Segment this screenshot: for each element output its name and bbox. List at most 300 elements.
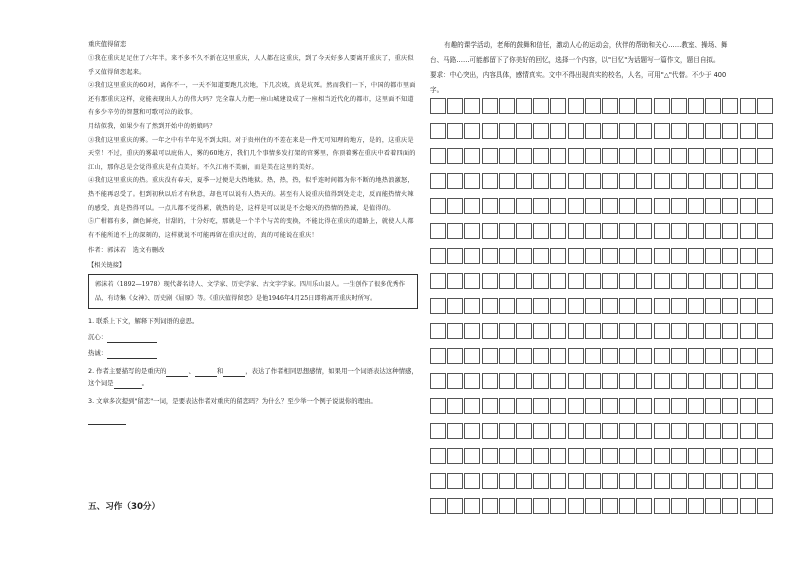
grid-cell[interactable] [636,298,652,314]
grid-cell[interactable] [619,248,635,264]
grid-cell[interactable] [619,448,635,464]
grid-cell[interactable] [602,248,618,264]
grid-cell[interactable] [499,248,515,264]
grid-cell[interactable] [447,448,463,464]
grid-cell[interactable] [550,223,566,239]
grid-cell[interactable] [499,298,515,314]
grid-cell[interactable] [619,473,635,489]
grid-cell[interactable] [619,298,635,314]
grid-cell[interactable] [619,223,635,239]
grid-cell[interactable] [705,398,721,414]
grid-cell[interactable] [619,148,635,164]
grid-cell[interactable] [688,173,704,189]
grid-cell[interactable] [533,298,549,314]
grid-cell[interactable] [550,398,566,414]
grid-cell[interactable] [602,273,618,289]
grid-cell[interactable] [671,448,687,464]
grid-cell[interactable] [568,348,584,364]
grid-cell[interactable] [430,473,446,489]
grid-cell[interactable] [499,323,515,339]
grid-cell[interactable] [757,398,773,414]
grid-cell[interactable] [516,398,532,414]
grid-cell[interactable] [602,473,618,489]
grid-cell[interactable] [516,198,532,214]
grid-cell[interactable] [688,198,704,214]
grid-cell[interactable] [464,173,480,189]
grid-cell[interactable] [447,223,463,239]
grid-cell[interactable] [740,273,756,289]
grid-cell[interactable] [568,273,584,289]
grid-cell[interactable] [464,198,480,214]
grid-cell[interactable] [722,298,738,314]
grid-cell[interactable] [602,323,618,339]
grid-cell[interactable] [688,223,704,239]
grid-cell[interactable] [568,198,584,214]
grid-cell[interactable] [636,348,652,364]
grid-cell[interactable] [516,373,532,389]
grid-cell[interactable] [550,448,566,464]
grid-cell[interactable] [464,148,480,164]
grid-cell[interactable] [705,123,721,139]
grid-cell[interactable] [654,123,670,139]
grid-cell[interactable] [671,398,687,414]
grid-cell[interactable] [464,423,480,439]
grid-cell[interactable] [688,498,704,514]
q2-blank-4[interactable] [114,388,142,389]
grid-cell[interactable] [757,173,773,189]
grid-cell[interactable] [740,398,756,414]
grid-cell[interactable] [482,473,498,489]
grid-cell[interactable] [499,273,515,289]
grid-cell[interactable] [585,423,601,439]
grid-cell[interactable] [654,373,670,389]
grid-cell[interactable] [722,273,738,289]
grid-cell[interactable] [499,423,515,439]
grid-cell[interactable] [740,323,756,339]
grid-cell[interactable] [516,273,532,289]
grid-cell[interactable] [533,448,549,464]
grid-cell[interactable] [688,98,704,114]
grid-cell[interactable] [602,198,618,214]
grid-cell[interactable] [636,223,652,239]
grid-cell[interactable] [464,348,480,364]
grid-cell[interactable] [533,248,549,264]
grid-cell[interactable] [757,323,773,339]
grid-cell[interactable] [430,273,446,289]
grid-cell[interactable] [447,198,463,214]
grid-cell[interactable] [447,373,463,389]
grid-cell[interactable] [740,448,756,464]
grid-cell[interactable] [722,98,738,114]
grid-cell[interactable] [602,348,618,364]
grid-cell[interactable] [447,473,463,489]
grid-cell[interactable] [550,298,566,314]
grid-cell[interactable] [516,123,532,139]
grid-cell[interactable] [602,298,618,314]
grid-cell[interactable] [464,473,480,489]
grid-cell[interactable] [568,173,584,189]
grid-cell[interactable] [550,173,566,189]
grid-cell[interactable] [671,123,687,139]
grid-cell[interactable] [464,273,480,289]
grid-cell[interactable] [654,473,670,489]
grid-cell[interactable] [671,198,687,214]
grid-cell[interactable] [705,448,721,464]
grid-cell[interactable] [688,273,704,289]
grid-cell[interactable] [722,223,738,239]
grid-cell[interactable] [482,373,498,389]
grid-cell[interactable] [740,473,756,489]
grid-cell[interactable] [533,373,549,389]
grid-cell[interactable] [602,148,618,164]
grid-cell[interactable] [568,248,584,264]
grid-cell[interactable] [619,498,635,514]
grid-cell[interactable] [550,248,566,264]
grid-cell[interactable] [585,273,601,289]
grid-cell[interactable] [464,223,480,239]
grid-cell[interactable] [568,473,584,489]
grid-cell[interactable] [516,248,532,264]
grid-cell[interactable] [550,423,566,439]
grid-cell[interactable] [722,473,738,489]
grid-cell[interactable] [585,323,601,339]
grid-cell[interactable] [430,398,446,414]
grid-cell[interactable] [516,98,532,114]
grid-cell[interactable] [430,323,446,339]
q2-blank-3[interactable] [223,376,245,377]
grid-cell[interactable] [705,323,721,339]
grid-cell[interactable] [654,323,670,339]
grid-cell[interactable] [447,248,463,264]
grid-cell[interactable] [568,323,584,339]
grid-cell[interactable] [722,148,738,164]
grid-cell[interactable] [516,348,532,364]
grid-cell[interactable] [568,373,584,389]
grid-cell[interactable] [740,248,756,264]
grid-cell[interactable] [585,398,601,414]
grid-cell[interactable] [740,98,756,114]
grid-cell[interactable] [533,223,549,239]
grid-cell[interactable] [585,98,601,114]
grid-cell[interactable] [757,473,773,489]
grid-cell[interactable] [705,198,721,214]
grid-cell[interactable] [654,98,670,114]
grid-cell[interactable] [757,98,773,114]
grid-cell[interactable] [705,473,721,489]
grid-cell[interactable] [585,373,601,389]
grid-cell[interactable] [516,173,532,189]
grid-cell[interactable] [688,323,704,339]
q1b-blank[interactable] [107,358,157,359]
grid-cell[interactable] [740,123,756,139]
grid-cell[interactable] [688,473,704,489]
grid-cell[interactable] [499,123,515,139]
grid-cell[interactable] [619,423,635,439]
grid-cell[interactable] [654,223,670,239]
grid-cell[interactable] [499,98,515,114]
grid-cell[interactable] [585,173,601,189]
grid-cell[interactable] [671,423,687,439]
grid-cell[interactable] [533,348,549,364]
grid-cell[interactable] [585,473,601,489]
grid-cell[interactable] [740,198,756,214]
grid-cell[interactable] [602,173,618,189]
grid-cell[interactable] [654,498,670,514]
grid-cell[interactable] [671,248,687,264]
grid-cell[interactable] [636,448,652,464]
grid-cell[interactable] [602,448,618,464]
grid-cell[interactable] [533,173,549,189]
grid-cell[interactable] [619,123,635,139]
grid-cell[interactable] [533,498,549,514]
grid-cell[interactable] [550,323,566,339]
grid-cell[interactable] [533,148,549,164]
grid-cell[interactable] [636,373,652,389]
grid-cell[interactable] [464,373,480,389]
grid-cell[interactable] [705,248,721,264]
grid-cell[interactable] [430,373,446,389]
grid-cell[interactable] [430,123,446,139]
grid-cell[interactable] [705,298,721,314]
grid-cell[interactable] [671,148,687,164]
grid-cell[interactable] [430,198,446,214]
grid-cell[interactable] [740,348,756,364]
grid-cell[interactable] [757,198,773,214]
grid-cell[interactable] [705,273,721,289]
grid-cell[interactable] [430,223,446,239]
grid-cell[interactable] [757,373,773,389]
grid-cell[interactable] [654,423,670,439]
grid-cell[interactable] [482,398,498,414]
grid-cell[interactable] [636,273,652,289]
grid-cell[interactable] [636,173,652,189]
grid-cell[interactable] [671,473,687,489]
grid-cell[interactable] [568,498,584,514]
grid-cell[interactable] [464,123,480,139]
grid-cell[interactable] [619,398,635,414]
grid-cell[interactable] [740,298,756,314]
grid-cell[interactable] [482,298,498,314]
grid-cell[interactable] [636,148,652,164]
grid-cell[interactable] [722,248,738,264]
grid-cell[interactable] [654,273,670,289]
grid-cell[interactable] [636,248,652,264]
grid-cell[interactable] [757,348,773,364]
grid-cell[interactable] [464,448,480,464]
grid-cell[interactable] [568,398,584,414]
grid-cell[interactable] [757,423,773,439]
grid-cell[interactable] [688,148,704,164]
grid-cell[interactable] [516,423,532,439]
grid-cell[interactable] [688,423,704,439]
grid-cell[interactable] [568,123,584,139]
grid-cell[interactable] [550,148,566,164]
grid-cell[interactable] [654,398,670,414]
grid-cell[interactable] [705,498,721,514]
grid-cell[interactable] [705,348,721,364]
grid-cell[interactable] [533,473,549,489]
grid-cell[interactable] [447,173,463,189]
grid-cell[interactable] [688,373,704,389]
grid-cell[interactable] [533,123,549,139]
grid-cell[interactable] [619,173,635,189]
grid-cell[interactable] [430,173,446,189]
grid-cell[interactable] [705,173,721,189]
grid-cell[interactable] [688,448,704,464]
grid-cell[interactable] [705,423,721,439]
grid-cell[interactable] [464,398,480,414]
grid-cell[interactable] [757,448,773,464]
grid-cell[interactable] [722,373,738,389]
grid-cell[interactable] [568,223,584,239]
grid-cell[interactable] [464,323,480,339]
grid-cell[interactable] [499,498,515,514]
grid-cell[interactable] [671,348,687,364]
grid-cell[interactable] [499,398,515,414]
grid-cell[interactable] [499,223,515,239]
grid-cell[interactable] [430,298,446,314]
grid-cell[interactable] [430,248,446,264]
grid-cell[interactable] [533,423,549,439]
grid-cell[interactable] [482,148,498,164]
grid-cell[interactable] [619,348,635,364]
grid-cell[interactable] [722,173,738,189]
grid-cell[interactable] [568,423,584,439]
grid-cell[interactable] [585,498,601,514]
grid-cell[interactable] [585,248,601,264]
grid-cell[interactable] [705,98,721,114]
grid-cell[interactable] [516,298,532,314]
grid-cell[interactable] [654,148,670,164]
grid-cell[interactable] [636,323,652,339]
grid-cell[interactable] [636,423,652,439]
grid-cell[interactable] [671,98,687,114]
grid-cell[interactable] [671,273,687,289]
grid-cell[interactable] [447,98,463,114]
grid-cell[interactable] [705,223,721,239]
grid-cell[interactable] [757,123,773,139]
grid-cell[interactable] [482,323,498,339]
grid-cell[interactable] [516,473,532,489]
grid-cell[interactable] [550,473,566,489]
q1a-blank[interactable] [107,342,157,343]
grid-cell[interactable] [464,248,480,264]
grid-cell[interactable] [482,173,498,189]
grid-cell[interactable] [757,498,773,514]
grid-cell[interactable] [482,273,498,289]
q3-blank[interactable] [88,424,126,425]
grid-cell[interactable] [705,373,721,389]
grid-cell[interactable] [533,273,549,289]
grid-cell[interactable] [533,198,549,214]
grid-cell[interactable] [757,298,773,314]
grid-cell[interactable] [447,398,463,414]
grid-cell[interactable] [636,398,652,414]
grid-cell[interactable] [550,123,566,139]
grid-cell[interactable] [654,248,670,264]
grid-cell[interactable] [654,198,670,214]
grid-cell[interactable] [447,273,463,289]
grid-cell[interactable] [722,123,738,139]
grid-cell[interactable] [447,298,463,314]
grid-cell[interactable] [722,423,738,439]
grid-cell[interactable] [722,198,738,214]
grid-cell[interactable] [671,298,687,314]
grid-cell[interactable] [602,223,618,239]
grid-cell[interactable] [602,373,618,389]
grid-cell[interactable] [568,98,584,114]
q2-blank-2[interactable] [195,376,217,377]
grid-cell[interactable] [516,323,532,339]
grid-cell[interactable] [602,398,618,414]
grid-cell[interactable] [550,98,566,114]
grid-cell[interactable] [447,323,463,339]
grid-cell[interactable] [636,198,652,214]
grid-cell[interactable] [585,298,601,314]
grid-cell[interactable] [447,123,463,139]
grid-cell[interactable] [447,148,463,164]
grid-cell[interactable] [705,148,721,164]
grid-cell[interactable] [430,498,446,514]
grid-cell[interactable] [533,323,549,339]
grid-cell[interactable] [602,123,618,139]
grid-cell[interactable] [671,498,687,514]
grid-cell[interactable] [654,298,670,314]
grid-cell[interactable] [671,173,687,189]
grid-cell[interactable] [430,423,446,439]
grid-cell[interactable] [550,373,566,389]
grid-cell[interactable] [550,348,566,364]
grid-cell[interactable] [499,348,515,364]
grid-cell[interactable] [430,448,446,464]
grid-cell[interactable] [722,323,738,339]
grid-cell[interactable] [636,498,652,514]
grid-cell[interactable] [482,223,498,239]
grid-cell[interactable] [619,198,635,214]
grid-cell[interactable] [722,498,738,514]
grid-cell[interactable] [619,323,635,339]
grid-cell[interactable] [602,98,618,114]
grid-cell[interactable] [499,198,515,214]
grid-cell[interactable] [550,198,566,214]
grid-cell[interactable] [499,448,515,464]
grid-cell[interactable] [602,423,618,439]
grid-cell[interactable] [636,98,652,114]
grid-cell[interactable] [499,473,515,489]
grid-cell[interactable] [585,348,601,364]
grid-cell[interactable] [654,348,670,364]
grid-cell[interactable] [550,273,566,289]
grid-cell[interactable] [757,148,773,164]
grid-cell[interactable] [482,198,498,214]
grid-cell[interactable] [619,98,635,114]
grid-cell[interactable] [482,98,498,114]
grid-cell[interactable] [430,98,446,114]
grid-cell[interactable] [430,348,446,364]
grid-cell[interactable] [740,373,756,389]
grid-cell[interactable] [654,173,670,189]
grid-cell[interactable] [464,498,480,514]
grid-cell[interactable] [550,498,566,514]
grid-cell[interactable] [722,448,738,464]
grid-cell[interactable] [602,498,618,514]
grid-cell[interactable] [585,448,601,464]
grid-cell[interactable] [688,248,704,264]
grid-cell[interactable] [464,98,480,114]
grid-cell[interactable] [533,98,549,114]
grid-cell[interactable] [516,223,532,239]
grid-cell[interactable] [740,423,756,439]
